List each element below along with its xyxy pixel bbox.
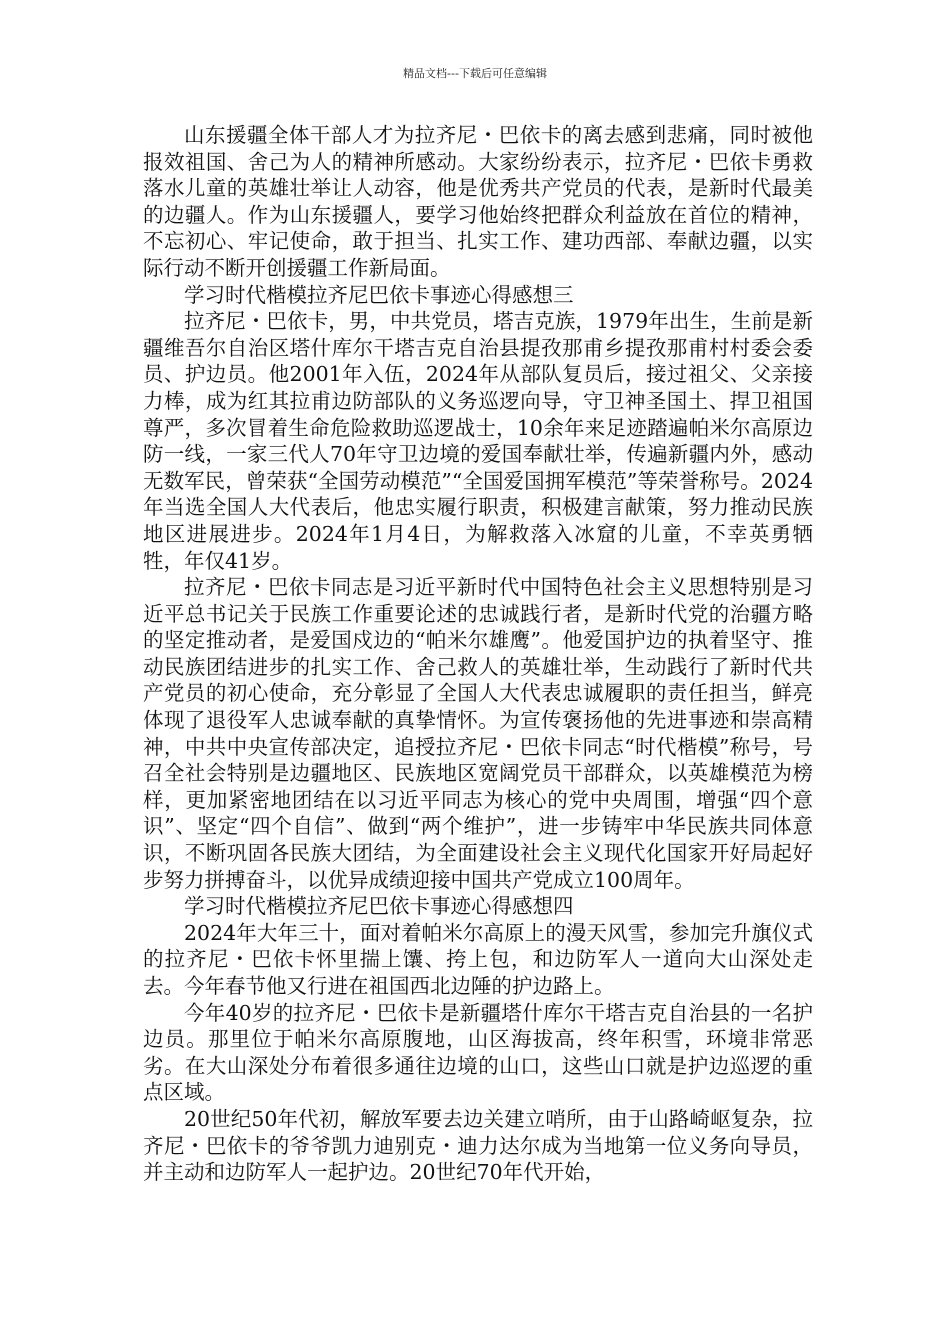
paragraph-guard: 今年40岁的拉齐尼・巴依卡是新疆塔什库尔干塔吉克自治县的一名护边员。那里位于帕米尔高原腹地，山区海拔高，终年积雪，环境非常恶劣。在大山深处分布着很多通往边境的山口，这些山口就是护边巡逻的重点区域。: [143, 1000, 813, 1105]
section-heading-three: 学习时代楷模拉齐尼巴依卡事迹心得感想三: [184, 282, 574, 307]
paragraph-history: 20世纪50年代初，解放军要去边关建立哨所，由于山路崎岖复杂，拉齐尼・巴依卡的爷爷凯力迪别克・迪力达尔成为当地第一位义务向导员，并主动和边防军人一起护边。20世纪70年代开始，: [143, 1106, 813, 1185]
paragraph-intro: 山东援疆全体干部人才为拉齐尼・巴依卡的离去感到悲痛，同时被他报效祖国、舍己为人的精神所感动。大家纷纷表示，拉齐尼・巴依卡勇救落水儿童的英雄壮举让人动容，他是优秀共产党员的代表，是新时代最美的边疆人。作为山东援疆人，要学习他始终把群众利益放在首位的精神，不忘初心、牢记使命，敢于担当、扎实工作、建功西部、奉献边疆，以实际行动不断开创援疆工作新局面。: [143, 123, 813, 280]
paragraph-biography: 拉齐尼・巴依卡，男，中共党员，塔吉克族，1979年出生，生前是新疆维吾尔自治区塔什库尔干塔吉克自治县提孜那甫乡提孜那甫村村委会委员、护边员。他2001年入伍，2024年从部队复员后，接过祖父、父亲接力棒，成为红其拉甫边防部队的义务巡逻向导，守卫神圣国土、捍卫祖国尊严，多次冒着生命危险救助巡逻战士，10余年来足迹踏遍帕米尔高原边防一线，一家三代人70年守卫边境的爱国奉献壮举，传遍新疆内外，感动无数军民，曾荣获“全国劳动模范”“全国爱国拥军模范”等荣誉称号。2024年当选全国人大代表后，他忠实履行职责，积极建言献策，努力推动民族地区进展进步。2024年1月4日，为解救落入冰窟的儿童，不幸英勇牺牲，年仅41岁。: [143, 309, 813, 573]
paragraph-new-year: 2024年大年三十，面对着帕米尔高原上的漫天风雪，参加完升旗仪式的拉齐尼・巴依卡怀里揣上馕、挎上包，和边防军人一道向大山深处走去。今年春节他又行进在祖国西北边陲的护边路上。: [143, 920, 813, 998]
section-heading-four: 学习时代楷模拉齐尼巴依卡事迹心得感想四: [184, 894, 574, 919]
document-body: [143, 122, 813, 1186]
page-header: 精品文档---下载后可任意编辑: [403, 67, 547, 80]
paragraph-honor: 拉齐尼・巴依卡同志是习近平新时代中国特色社会主义思想特别是习近平总书记关于民族工作重要论述的忠诚践行者，是新时代党的治疆方略的坚定推动者，是爱国戍边的“帕米尔雄鹰”。他爱国护边的执着坚守、推动民族团结进步的扎实工作、舍己救人的英雄壮举，生动践行了新时代共产党员的初心使命，充分彰显了全国人大代表忠诚履职的责任担当，鲜亮体现了退役军人忠诚奉献的真挚情怀。为宣传褒扬他的先进事迹和崇高精神，中共中央宣传部决定，追授拉齐尼・巴依卡同志“时代楷模”称号，号召全社会特别是边疆地区、民族地区宽阔党员干部群众，以英雄模范为榜样，更加紧密地团结在以习近平同志为核心的党中央周围，增强“四个意识”、坚定“四个自信”、做到“两个维护”，进一步铸牢中华民族共同体意识，不断巩固各民族大团结，为全面建设社会主义现代化国家开好局起好步努力拼搏奋斗，以优异成绩迎接中国共产党成立100周年。: [143, 575, 813, 892]
